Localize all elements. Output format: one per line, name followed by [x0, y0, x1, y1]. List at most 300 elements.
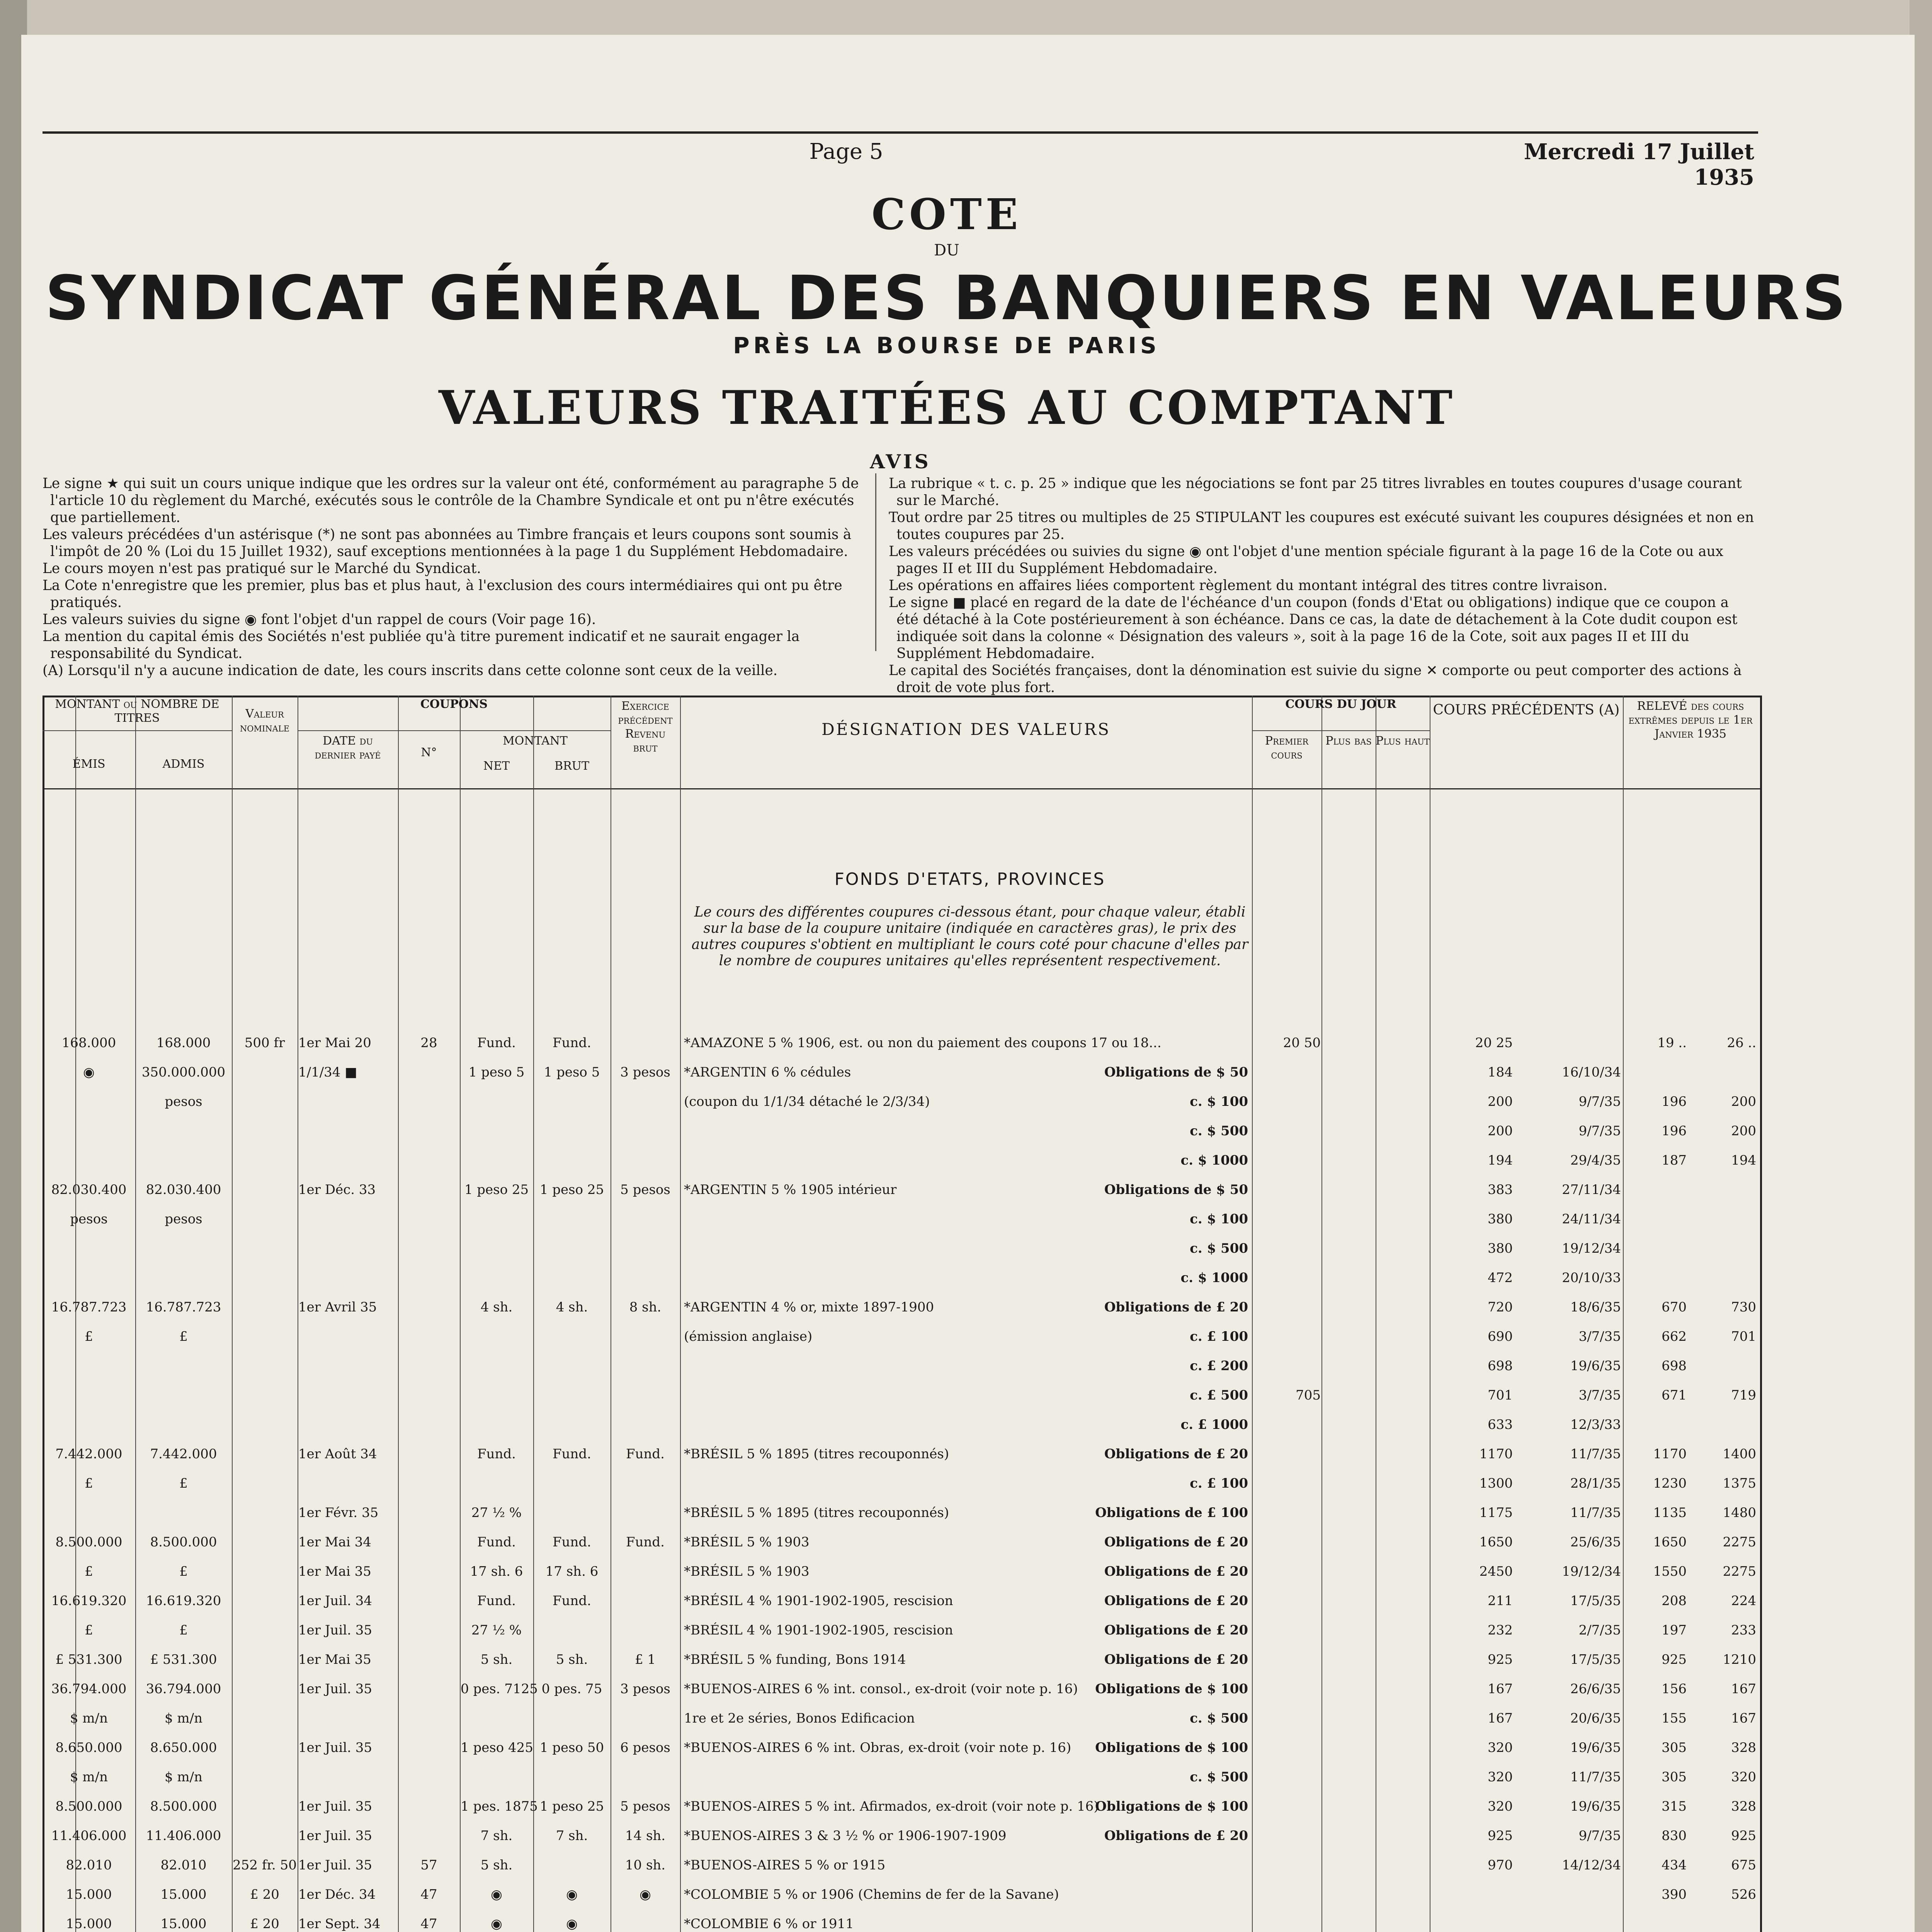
cell-r1: 434 — [1662, 1857, 1687, 1873]
cell-r1: 155 — [1662, 1711, 1687, 1726]
header-plus-haut: Plus haut — [1376, 734, 1430, 748]
cell-net: 5 sh. — [480, 1652, 513, 1667]
cell-nom: £ 20 — [250, 1916, 279, 1932]
cell-r1: 305 — [1662, 1769, 1687, 1785]
cell-des: *COLOMBIE 6 % or 1911 — [684, 1916, 854, 1932]
cell-brut: ◉ — [566, 1916, 578, 1932]
title-cote: COTE — [871, 189, 1022, 239]
avis-paragraph: Les valeurs précédées ou suivies du signe ◉ ont l'objet d'une mention spéciale figurant à la page 16 de la Cote ou aux pages II et III du Supplément Hebdomadaire. — [889, 544, 1723, 577]
cell-prec: 200 — [1488, 1094, 1513, 1109]
avis-paragraph: Les valeurs suivies du signe ◉ font l'objet d'un rappel de cours (Voir page 16). — [43, 612, 596, 628]
cell-prec2: 20/10/33 — [1562, 1270, 1621, 1286]
cell-prec2: 26/6/35 — [1570, 1681, 1621, 1697]
cell-r1: 925 — [1662, 1652, 1687, 1667]
cell-des: (coupon du 1/1/34 détaché le 2/3/34) — [684, 1094, 930, 1109]
cell-r2: 167 — [1731, 1711, 1756, 1726]
cell-prec2: 14/12/34 — [1562, 1857, 1621, 1873]
title-avis: AVIS — [870, 450, 931, 473]
cell-prec: 320 — [1488, 1769, 1513, 1785]
cell-brut: 1 peso 25 — [539, 1182, 604, 1197]
cell-prec2: 19/6/35 — [1570, 1740, 1621, 1755]
cell-prec: 633 — [1488, 1417, 1513, 1432]
cell-prec2: 3/7/35 — [1578, 1388, 1621, 1403]
cell-admis: 8.650.000 — [150, 1740, 217, 1755]
cell-prec: 698 — [1488, 1358, 1513, 1374]
cell-prec2: 19/6/35 — [1570, 1358, 1621, 1374]
avis-paragraph: Tout ordre par 25 titres ou multiples de 25 STIPULANT les coupures est exécuté suivant les coupures désignées et non en toutes coupures par 25. — [889, 510, 1754, 543]
cell-ex: 5 pesos — [620, 1799, 670, 1814]
cell-emis: pesos — [70, 1211, 108, 1227]
cell-des: 1re et 2e séries, Bonos Edificacion — [684, 1711, 915, 1726]
cell-brut: 5 sh. — [556, 1652, 588, 1667]
header-net: NET — [483, 759, 510, 773]
cell-brut: Fund. — [553, 1446, 591, 1462]
cell-date: 1er Mai 34 — [298, 1534, 371, 1550]
page-date: Mercredi 17 Juillet 1935 — [1524, 139, 1754, 190]
avis-paragraph: Le capital des Sociétés françaises, dont la dénomination est suivie du signe ✕ comporte ou peut comporter des actions à droit de vote plus fort. — [889, 663, 1742, 696]
cell-prec2: 24/11/34 — [1562, 1211, 1621, 1227]
cell-date: 1er Mai 35 — [298, 1564, 371, 1579]
cell-prec2: 16/10/34 — [1562, 1065, 1621, 1080]
cell-ex: £ 1 — [634, 1652, 656, 1667]
cell-date: 1er Avril 35 — [298, 1299, 377, 1315]
cell-net: 1 peso 5 — [468, 1065, 525, 1080]
cell-ex: 5 pesos — [620, 1182, 670, 1197]
cell-emis: 16.787.723 — [51, 1299, 127, 1315]
cell-date: 1er Juil. 35 — [298, 1799, 372, 1814]
cell-admis: 7.442.000 — [150, 1446, 217, 1462]
cell-ex: 14 sh. — [625, 1828, 666, 1844]
cell-des: *AMAZONE 5 % 1906, est. ou non du paiement des coupons 17 ou 18... — [684, 1035, 1162, 1051]
cell-emis: 82.010 — [66, 1857, 112, 1873]
cell-r2: 320 — [1731, 1769, 1756, 1785]
cell-c: Obligations de £ 20 — [1104, 1622, 1248, 1638]
header-valeur-nominale: Valeur nominale — [240, 707, 290, 735]
cell-admis: 16.787.723 — [146, 1299, 221, 1315]
header-cours-du-jour: COURS DU JOUR — [1285, 697, 1396, 711]
cell-date: 1er Juil. 35 — [298, 1681, 372, 1697]
cell-r1: 196 — [1662, 1123, 1687, 1139]
cell-r2: 194 — [1731, 1153, 1756, 1168]
cell-prec: 200 — [1488, 1123, 1513, 1139]
cell-net: 27 ½ % — [471, 1505, 522, 1520]
cell-r1: 156 — [1662, 1681, 1687, 1697]
cell-admis: 82.030.400 — [146, 1182, 221, 1197]
cell-date: 1er Juil. 34 — [298, 1593, 372, 1609]
cell-r2: 233 — [1731, 1622, 1756, 1638]
cell-date: 1er Mai 20 — [298, 1035, 371, 1051]
cell-admis: 168.000 — [156, 1035, 211, 1051]
cell-prec: 472 — [1488, 1270, 1513, 1286]
header-plus-bas: Plus bas — [1325, 734, 1372, 748]
header-coupons: COUPONS — [420, 697, 488, 711]
cell-des: *BUENOS-AIRES 6 % int. consol., ex-droit (voir note p. 16) — [684, 1681, 1078, 1697]
cell-emis: £ — [85, 1329, 93, 1344]
cell-prec: 701 — [1488, 1388, 1513, 1403]
cell-prec: 320 — [1488, 1740, 1513, 1755]
cell-c: Obligations de £ 20 — [1104, 1593, 1248, 1609]
cell-r2: 925 — [1731, 1828, 1756, 1844]
cell-c: c. £ 100 — [1190, 1329, 1248, 1344]
cell-c: Obligations de £ 20 — [1104, 1446, 1248, 1462]
header-designation: DÉSIGNATION DES VALEURS — [821, 720, 1111, 739]
header-date-dernier-paye: DATE du dernier payé — [315, 734, 381, 762]
cell-prec2: 29/4/35 — [1570, 1153, 1621, 1168]
cell-prec2: 3/7/35 — [1578, 1329, 1621, 1344]
cell-emis: 168.000 — [61, 1035, 116, 1051]
avis-paragraph: (A) Lorsqu'il n'y a aucune indication de date, les cours inscrits dans cette colonne sont ceux de la veille. — [43, 663, 778, 679]
cell-net: 17 sh. 6 — [470, 1564, 523, 1579]
cell-prec: 925 — [1488, 1652, 1513, 1667]
col-line — [1321, 696, 1322, 1932]
cell-c: c. $ 1000 — [1180, 1270, 1248, 1286]
cell-brut: Fund. — [553, 1035, 591, 1051]
cell-des: *BRÉSIL 5 % 1895 (titres recouponnés) — [684, 1446, 949, 1462]
cell-brut: 7 sh. — [556, 1828, 588, 1844]
page-number: Page 5 — [809, 139, 883, 164]
cell-ex: ◉ — [639, 1887, 651, 1902]
cell-r2: 26 .. — [1727, 1035, 1756, 1051]
cell-r2: 719 — [1731, 1388, 1756, 1403]
cell-r1: 1135 — [1653, 1505, 1687, 1520]
cell-r2: 328 — [1731, 1740, 1756, 1755]
cell-r2: 1400 — [1723, 1446, 1756, 1462]
cell-emis: 8.500.000 — [55, 1534, 122, 1550]
cell-r1: 662 — [1662, 1329, 1687, 1344]
cell-admis: pesos — [165, 1094, 202, 1109]
cell-net: 1 pes. 1875 — [461, 1799, 538, 1814]
avis-paragraph: Les valeurs précédées d'un astérisque (*) ne sont pas abonnées au Timbre français et leurs coupons sont soumis à l'impôt de 20 % (Loi du 15 Juillet 1932), sauf exceptions mentionnées à la page 1 du Supplément Hebdomadaire. — [43, 527, 852, 560]
cell-prec: 211 — [1488, 1593, 1513, 1609]
cell-net: Fund. — [477, 1534, 516, 1550]
cell-brut: Fund. — [553, 1593, 591, 1609]
cell-brut: Fund. — [553, 1534, 591, 1550]
cell-des: *COLOMBIE 5 % or 1906 (Chemins de fer de la Savane) — [684, 1887, 1059, 1902]
cell-date: 1er Mai 35 — [298, 1652, 371, 1667]
cell-r1: 187 — [1662, 1153, 1687, 1168]
cell-admis: 15.000 — [160, 1887, 207, 1902]
cell-prec2: 11/7/35 — [1570, 1505, 1621, 1520]
cell-r2: 200 — [1731, 1094, 1756, 1109]
cell-c: c. £ 1000 — [1180, 1417, 1248, 1432]
cell-ex: 6 pesos — [620, 1740, 670, 1755]
cell-c: c. £ 500 — [1190, 1388, 1248, 1403]
cell-date: 1er Juil. 35 — [298, 1622, 372, 1638]
cell-prec2: 12/3/33 — [1570, 1417, 1621, 1432]
avis-left-column — [43, 475, 869, 679]
cell-prec2: 9/7/35 — [1578, 1828, 1621, 1844]
cell-c: c. $ 100 — [1190, 1094, 1248, 1109]
cell-prec: 970 — [1488, 1857, 1513, 1873]
cell-r2: 730 — [1731, 1299, 1756, 1315]
cell-net: 1 peso 25 — [464, 1182, 529, 1197]
cell-admis: 15.000 — [160, 1916, 207, 1932]
cell-c: Obligations de $ 100 — [1095, 1740, 1248, 1755]
cell-c: c. £ 100 — [1190, 1476, 1248, 1491]
cell-date: 1er Déc. 34 — [298, 1887, 376, 1902]
cell-des: *BRÉSIL 5 % 1903 — [684, 1534, 810, 1550]
cell-emis: 82.030.400 — [51, 1182, 127, 1197]
cell-prem: 20 50 — [1283, 1035, 1321, 1051]
cell-prec2: 9/7/35 — [1578, 1094, 1621, 1109]
header-premier-cours: Premier cours — [1265, 734, 1309, 762]
avis-divider — [875, 473, 876, 651]
cell-r1: 698 — [1662, 1358, 1687, 1374]
cell-admis: $ m/n — [164, 1769, 203, 1785]
cell-prec2: 11/7/35 — [1570, 1769, 1621, 1785]
cell-brut: 17 sh. 6 — [545, 1564, 599, 1579]
cell-prec: 383 — [1488, 1182, 1513, 1197]
cell-des: (émission anglaise) — [684, 1329, 813, 1344]
cell-prec: 1650 — [1479, 1534, 1513, 1550]
cell-emis: $ m/n — [70, 1769, 108, 1785]
header-admis: ADMIS — [162, 757, 205, 771]
cell-ex: 10 sh. — [625, 1857, 666, 1873]
cell-prec: 690 — [1488, 1329, 1513, 1344]
cell-c: c. $ 500 — [1190, 1241, 1248, 1256]
cell-prec2: 9/7/35 — [1578, 1123, 1621, 1139]
cell-net: 27 ½ % — [471, 1622, 522, 1638]
cell-prec: 720 — [1488, 1299, 1513, 1315]
cell-prec: 380 — [1488, 1241, 1513, 1256]
cell-net: Fund. — [477, 1446, 516, 1462]
cell-c: Obligations de £ 100 — [1095, 1505, 1248, 1520]
cell-r1: 1170 — [1653, 1446, 1687, 1462]
cell-admis: 16.619.320 — [146, 1593, 221, 1609]
col-line — [398, 696, 399, 1932]
cell-admis: pesos — [165, 1211, 202, 1227]
cell-emis: 15.000 — [66, 1887, 112, 1902]
title-du: DU — [934, 242, 959, 259]
cell-emis: 8.500.000 — [55, 1799, 122, 1814]
cell-r2: 1480 — [1723, 1505, 1756, 1520]
cell-brut: 1 peso 50 — [539, 1740, 604, 1755]
cell-c: Obligations de £ 20 — [1104, 1299, 1248, 1315]
cell-date: 1er Août 34 — [298, 1446, 377, 1462]
cell-prem: 705 — [1296, 1388, 1321, 1403]
cell-prec: 320 — [1488, 1799, 1513, 1814]
avis-paragraph: Les opérations en affaires liées comportent règlement du montant intégral des titres contre livraison. — [889, 578, 1607, 594]
cell-prec2: 2/7/35 — [1578, 1622, 1621, 1638]
cell-prec: 2450 — [1479, 1564, 1513, 1579]
cell-c: c. $ 100 — [1190, 1211, 1248, 1227]
cell-net: Fund. — [477, 1593, 516, 1609]
cell-brut: 0 pes. 75 — [541, 1681, 602, 1697]
cell-emis: 8.650.000 — [55, 1740, 122, 1755]
cell-des: *BUENOS-AIRES 6 % int. Obras, ex-droit (voir note p. 16) — [684, 1740, 1071, 1755]
cell-c: c. $ 500 — [1190, 1711, 1248, 1726]
cell-ex: 3 pesos — [620, 1065, 670, 1080]
cell-brut: ◉ — [566, 1887, 578, 1902]
cell-ex: Fund. — [626, 1534, 665, 1550]
title-syndicat: SYNDICAT GÉNÉRAL DES BANQUIERS EN VALEURS — [45, 263, 1849, 334]
cell-net: ◉ — [491, 1887, 502, 1902]
cell-c: Obligations de $ 100 — [1095, 1799, 1248, 1814]
cell-admis: 8.500.000 — [150, 1799, 217, 1814]
avis-paragraph: La Cote n'enregistre que les premier, plus bas et plus haut, à l'exclusion des cours intermédiaires qui ont pu être pratiqués. — [43, 578, 842, 611]
cell-r2: 1210 — [1723, 1652, 1756, 1667]
cell-c: Obligations de £ 20 — [1104, 1564, 1248, 1579]
cell-nom: 500 fr — [244, 1035, 285, 1051]
avis-paragraph: Le cours moyen n'est pas pratiqué sur le Marché du Syndicat. — [43, 561, 481, 577]
cell-r2: 1375 — [1723, 1476, 1756, 1491]
cell-des: *BRÉSIL 4 % 1901-1902-1905, rescision — [684, 1622, 953, 1638]
cell-prec2: 19/12/34 — [1562, 1564, 1621, 1579]
cell-date: 1er Juil. 35 — [298, 1857, 372, 1873]
cell-emis: £ — [85, 1622, 93, 1638]
header-releve: RELEVÉ des cours extrêmes depuis le 1er Janvier 1935 — [1628, 699, 1753, 741]
cell-no: 47 — [420, 1916, 437, 1932]
cell-des: *BRÉSIL 5 % 1903 — [684, 1564, 810, 1579]
cell-prec: 1300 — [1479, 1476, 1513, 1491]
cell-c: c. $ 1000 — [1180, 1153, 1248, 1168]
cell-r2: 526 — [1731, 1887, 1756, 1902]
cell-net: 1 peso 425 — [461, 1740, 533, 1755]
avis-paragraph: Le signe ■ placé en regard de la date de l'échéance d'un coupon (fonds d'Etat ou obligations) indique que ce coupon a été détaché à la Cote postérieurement à son échéance. Dans ce cas, la date de détachement à la Cote dudit coupon est indiquée soit dans la colonne « Désignation des valeurs », soit à la page 16 de la Cote, soit aux pages II et III du Supplément Hebdomadaire. — [889, 595, 1738, 662]
cell-emis: ◉ — [83, 1065, 95, 1080]
cell-nom: 252 fr. 50 — [233, 1857, 297, 1873]
header-subrule — [1252, 730, 1430, 731]
cell-prec2: 17/5/35 — [1570, 1652, 1621, 1667]
cell-des: *BRÉSIL 5 % 1895 (titres recouponnés) — [684, 1505, 949, 1520]
cell-prec: 167 — [1488, 1711, 1513, 1726]
cell-prec: 184 — [1488, 1065, 1513, 1080]
cell-des: *BUENOS-AIRES 5 % int. Afirmados, ex-droit (voir note p. 16) — [684, 1799, 1099, 1814]
cell-r1: 830 — [1662, 1828, 1687, 1844]
cell-net: 4 sh. — [480, 1299, 513, 1315]
cell-prec2: 19/12/34 — [1562, 1241, 1621, 1256]
cell-prec2: 11/7/35 — [1570, 1446, 1621, 1462]
cell-emis: 16.619.320 — [51, 1593, 127, 1609]
avis-paragraph: La mention du capital émis des Sociétés n'est publiée qu'à titre purement indicatif et ne saurait engager la responsabilité du Syndicat. — [43, 629, 800, 662]
cell-prec2: 20/6/35 — [1570, 1711, 1621, 1726]
cell-prec: 925 — [1488, 1828, 1513, 1844]
cell-r1: 670 — [1662, 1299, 1687, 1315]
cell-prec: 1175 — [1479, 1505, 1513, 1520]
cell-prec: 167 — [1488, 1681, 1513, 1697]
cell-prec2: 27/11/34 — [1562, 1182, 1621, 1197]
cell-des: *BUENOS-AIRES 5 % or 1915 — [684, 1857, 886, 1873]
cell-ex: 3 pesos — [620, 1681, 670, 1697]
cell-prec2: 28/1/35 — [1570, 1476, 1621, 1491]
cell-r1: 390 — [1662, 1887, 1687, 1902]
header-emis: ÉMIS — [72, 757, 105, 771]
cell-c: Obligations de £ 20 — [1104, 1652, 1248, 1667]
cell-net: Fund. — [477, 1035, 516, 1051]
cell-prec: 1170 — [1479, 1446, 1513, 1462]
cell-c: c. $ 500 — [1190, 1769, 1248, 1785]
title-pres: PRÈS LA BOURSE DE PARIS — [733, 332, 1160, 359]
title-valeurs-traitees: VALEURS TRAITÉES AU COMPTANT — [439, 381, 1455, 435]
cell-admis: 82.010 — [160, 1857, 207, 1873]
cell-emis: 7.442.000 — [55, 1446, 122, 1462]
cell-date: 1er Févr. 35 — [298, 1505, 379, 1520]
cell-r1: 671 — [1662, 1388, 1687, 1403]
cell-emis: £ — [85, 1564, 93, 1579]
cell-c: Obligations de $ 50 — [1104, 1182, 1248, 1197]
cell-prec2: 19/6/35 — [1570, 1799, 1621, 1814]
cell-admis: 8.500.000 — [150, 1534, 217, 1550]
cell-des: *ARGENTIN 6 % cédules — [684, 1065, 851, 1080]
header-montant: MONTANT ou NOMBRE DE TITRES — [55, 697, 219, 725]
section-title: FONDS D'ETATS, PROVINCES — [834, 869, 1105, 889]
cell-r1: 1550 — [1653, 1564, 1687, 1579]
cell-admis: 11.406.000 — [146, 1828, 221, 1844]
cell-admis: £ 531.300 — [150, 1652, 217, 1667]
header-subrule — [298, 730, 611, 731]
cell-emis: 36.794.000 — [51, 1681, 127, 1697]
header-subrule — [43, 730, 232, 731]
cell-nom: £ 20 — [250, 1887, 279, 1902]
cell-prec: 232 — [1488, 1622, 1513, 1638]
cell-date: 1er Sept. 34 — [298, 1916, 381, 1932]
cell-date: 1er Déc. 33 — [298, 1182, 376, 1197]
header-brut: BRUT — [554, 759, 589, 773]
cell-ex: 8 sh. — [629, 1299, 662, 1315]
cell-emis: $ m/n — [70, 1711, 108, 1726]
cell-brut: 4 sh. — [556, 1299, 588, 1315]
cell-emis: 11.406.000 — [51, 1828, 127, 1844]
cell-c: Obligations de £ 20 — [1104, 1828, 1248, 1844]
cell-des: *BRÉSIL 5 % funding, Bons 1914 — [684, 1652, 906, 1667]
cell-r1: 19 .. — [1657, 1035, 1687, 1051]
cell-des: *ARGENTIN 4 % or, mixte 1897-1900 — [684, 1299, 934, 1315]
cell-admis: £ — [179, 1329, 188, 1344]
cell-emis: £ 531.300 — [55, 1652, 122, 1667]
cell-c: Obligations de $ 50 — [1104, 1065, 1248, 1080]
cell-admis: 350.000.000 — [141, 1065, 226, 1080]
header-cours-precedents: COURS PRÉCÉDENTS (A) — [1433, 702, 1620, 718]
cell-prec2: 17/5/35 — [1570, 1593, 1621, 1609]
cell-r2: 701 — [1731, 1329, 1756, 1344]
cell-emis: 15.000 — [66, 1916, 112, 1932]
cell-admis: £ — [179, 1622, 188, 1638]
cell-prec: 194 — [1488, 1153, 1513, 1168]
cell-r1: 315 — [1662, 1799, 1687, 1814]
cell-r2: 2275 — [1723, 1534, 1756, 1550]
cell-admis: 36.794.000 — [146, 1681, 221, 1697]
header-numero: N° — [421, 746, 437, 759]
cell-des: *ARGENTIN 5 % 1905 intérieur — [684, 1182, 897, 1197]
cell-no: 28 — [420, 1035, 437, 1051]
cell-r2: 200 — [1731, 1123, 1756, 1139]
cell-prec2: 25/6/35 — [1570, 1534, 1621, 1550]
cell-r1: 1230 — [1653, 1476, 1687, 1491]
cell-net: 5 sh. — [480, 1857, 513, 1873]
header-rule — [43, 131, 1758, 134]
avis-paragraph: Le signe ★ qui suit un cours unique indique que les ordres sur la valeur ont été, conformément au paragraphe 5 de l'article 10 du règlement du Marché, exécutés sous le contrôle de la Chambre Syndicale et ont pu n'être exécutés que partiellement. — [43, 476, 859, 526]
col-line — [232, 696, 233, 1932]
cell-net: 0 pes. 7125 — [461, 1681, 538, 1697]
cell-c: c. $ 500 — [1190, 1123, 1248, 1139]
cell-r2: 224 — [1731, 1593, 1756, 1609]
cell-net: 7 sh. — [480, 1828, 513, 1844]
cell-r1: 196 — [1662, 1094, 1687, 1109]
section-note: Le cours des différentes coupures ci-dessous étant, pour chaque valeur, établi sur la base de la coupure unitaire (indiquée en caractères gras), le prix des autres coupures s'obtient en multipliant le cours coté pour chacune d'elles par le nombre de coupures unitaires qu'elles représentent respectivement. — [691, 904, 1248, 969]
cell-date: 1er Juil. 35 — [298, 1828, 372, 1844]
cell-net: ◉ — [491, 1916, 502, 1932]
cell-no: 47 — [420, 1887, 437, 1902]
cell-date: 1er Juil. 35 — [298, 1740, 372, 1755]
cell-r2: 2275 — [1723, 1564, 1756, 1579]
cell-r2: 328 — [1731, 1799, 1756, 1814]
cell-prec: 20 25 — [1475, 1035, 1513, 1051]
header-exercice: Exercice précédent Revenu brut — [618, 699, 673, 755]
cell-r1: 208 — [1662, 1593, 1687, 1609]
cell-des: *BUENOS-AIRES 3 & 3 ½ % or 1906-1907-1909 — [684, 1828, 1007, 1844]
cell-r1: 305 — [1662, 1740, 1687, 1755]
cell-ex: Fund. — [626, 1446, 665, 1462]
